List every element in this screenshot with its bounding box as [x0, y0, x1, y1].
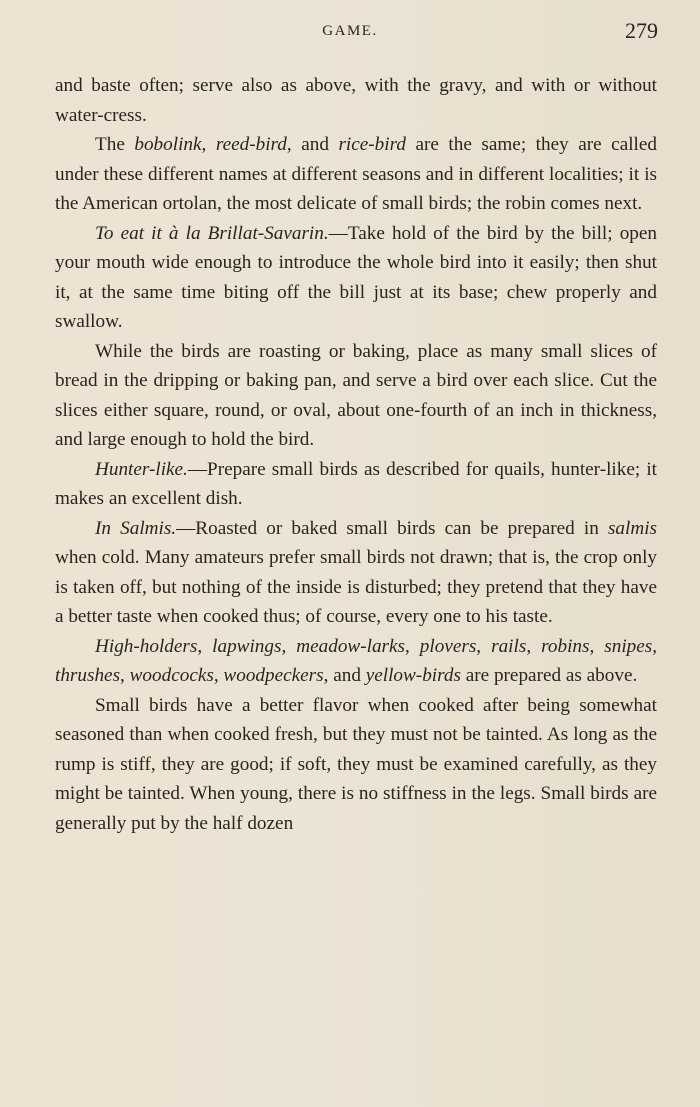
body-text-run: are the same; they are called under these different names at different seasons and in different localities; it is the American ortolan, the most delicate of small birds; the robin comes next. — [55, 134, 657, 214]
body-text-run: when cold. Many amateurs prefer small birds not drawn; that is, the crop only is taken off, but nothing of the inside is disturbed; they pretend that they have a better taste when cooked thus; of course, every one to his taste. — [55, 547, 657, 627]
paragraph-flavor-seasoning — [55, 691, 657, 839]
paragraph-continuation — [55, 71, 657, 130]
italic-text: To eat it à la Brillat-Savarin. — [95, 222, 329, 244]
body-text-run: and baste often; serve also as above, with the gravy, and with or without water-cress. — [55, 75, 657, 126]
italic-text: bobolink — [134, 134, 202, 155]
italic-text: plovers — [419, 635, 477, 657]
body-text-run: , and — [323, 665, 366, 686]
body-text-run: , — [404, 635, 420, 657]
body-text-run: , — [197, 635, 213, 657]
italic-text: In Salmis. — [95, 517, 177, 539]
body-text-run: Small birds have a better flavor when cooked after being somewhat seasoned than when cooked fresh, but they must not be tainted. As long as the rump is stiff, they are good; if soft, they must be examined carefully, as they might be tainted. When young, there is no stiffness in the legs. Small birds are generally put by the half dozen — [55, 694, 657, 834]
page-number: 279 — [625, 18, 658, 43]
body-text-run: , and — [286, 134, 339, 155]
italic-text: High-holders — [95, 635, 198, 657]
paragraph-other-birds — [55, 632, 657, 691]
italic-text: reed-bird — [215, 134, 287, 155]
body-text-run: , — [201, 134, 216, 155]
paragraph-roasting-bread — [55, 337, 657, 455]
body-text-run: , — [120, 665, 130, 686]
italic-text: meadow-larks — [296, 635, 405, 657]
body-text-run: , — [652, 635, 658, 657]
paragraph-bobolink — [55, 130, 657, 219]
italic-text: lapwings — [212, 635, 282, 657]
italic-text: robins — [541, 635, 590, 657]
body-text-run: —Prepare small birds as described for quails, hunter-like; it makes an excellent dish. — [55, 458, 657, 509]
italic-text: woodcocks — [129, 665, 214, 686]
body-text-run: are prepared as above. — [460, 665, 638, 686]
body-text-run: —Roasted or baked small birds can be prepared in — [176, 517, 608, 539]
body-text — [55, 71, 657, 838]
italic-text: woodpeckers — [223, 665, 324, 686]
running-header — [0, 18, 700, 48]
italic-text: rice-bird — [338, 134, 406, 155]
italic-text: Hunter-like. — [95, 458, 188, 480]
italic-text: thrushes — [55, 665, 121, 686]
italic-text: snipes — [604, 635, 653, 657]
body-text-run: , — [213, 665, 224, 686]
body-text-run: While the birds are roasting or baking, place as many small slices of bread in the dripping or baking pan, and serve a bird over each slice. Cut the slices either square, round, or oval, about one-fourth of an inch in thickness, and large enough to hold the bird. — [55, 340, 657, 450]
body-text-run: —Take hold of the bird by the bill; open your mouth wide enough to introduce the whole bird into it easily; then shut it, at the same time biting off the bill just at its base; chew properly and swallow. — [55, 222, 658, 332]
body-text-run: , — [526, 635, 542, 657]
paragraph-brillat-savarin — [55, 219, 657, 337]
italic-text: rails — [491, 635, 527, 657]
running-title: GAME. — [322, 23, 378, 39]
paragraph-in-salmis — [55, 514, 657, 632]
paragraph-hunter-like — [55, 455, 657, 514]
body-text-run: , — [589, 635, 605, 657]
body-text-run: The — [95, 134, 135, 155]
body-text-run: , — [476, 635, 492, 657]
italic-text: salmis — [607, 517, 657, 539]
italic-text: yellow-birds — [365, 665, 461, 686]
body-text-run: , — [281, 635, 297, 657]
